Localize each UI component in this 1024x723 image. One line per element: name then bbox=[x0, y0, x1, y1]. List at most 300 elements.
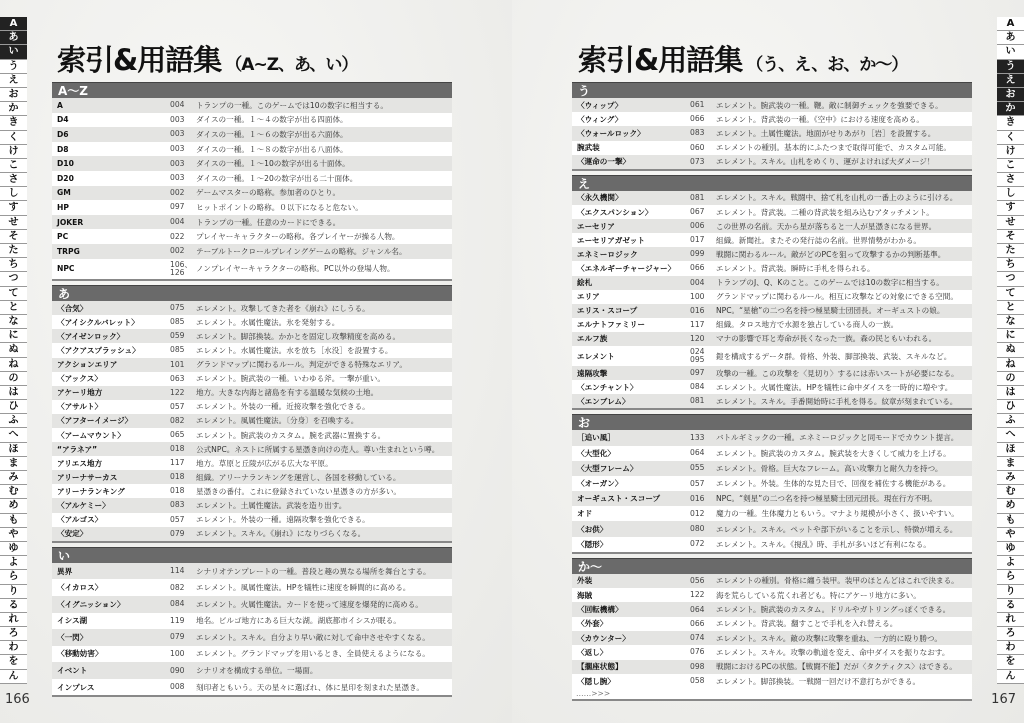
description: ゲームマスターの略称。参加者のひとり。 bbox=[196, 188, 341, 198]
index-tab[interactable]: ふ bbox=[0, 414, 27, 428]
description: エレメント。腕武装のカスタム。腕武装を大きくして威力を上げる。 bbox=[716, 448, 951, 458]
description: 地方。大きな内海と諸島を有する温暖な気候の土地。 bbox=[196, 388, 379, 398]
term: 〈アルケミー〉 bbox=[57, 500, 110, 510]
description: エレメント。腕武装のカスタム。ドリルやガトリングっぽくできる。 bbox=[716, 605, 951, 615]
title-text: 索引&用語集 bbox=[578, 43, 743, 77]
index-tab[interactable]: ほ bbox=[997, 443, 1024, 457]
description: エレメント。脚部換装。かかとを固定し攻撃精度を高める。 bbox=[196, 331, 401, 341]
table-row bbox=[52, 513, 452, 527]
description: エレメント。背武装の一種。《空中》における速度を高める。 bbox=[716, 114, 924, 124]
index-tab[interactable]: へ bbox=[0, 428, 27, 442]
term: オーギュスト・スコープ bbox=[577, 494, 661, 504]
table-row bbox=[52, 156, 452, 171]
index-tab[interactable]: ふ bbox=[997, 414, 1024, 428]
description: ダイスの一種。１～10の数字が出る十面体。 bbox=[196, 159, 350, 169]
index-tab[interactable]: た bbox=[0, 244, 27, 258]
index-tab[interactable]: ろ bbox=[997, 627, 1024, 641]
page-ref: 119 bbox=[170, 615, 185, 625]
index-tab[interactable]: も bbox=[0, 514, 27, 528]
index-tab[interactable]: た bbox=[997, 244, 1024, 258]
description: エレメント。スキル。《崩れ》になりづらくなる。 bbox=[196, 529, 366, 539]
term: エリス・スコープ bbox=[577, 306, 638, 316]
description: ノンプレイヤーキャラクターの略称。PC以外の登場人物。 bbox=[196, 264, 395, 274]
page-ref: 066 bbox=[690, 618, 705, 628]
term: 〈アイシクルバレット〉 bbox=[57, 317, 139, 327]
description: エレメント。骨格。巨大なフレーム。高い攻撃力と耐久力を持つ。 bbox=[716, 463, 943, 473]
index-tab[interactable]: ほ bbox=[0, 443, 27, 457]
description: エレメント。スキル。ペットや部下がいることを示し、特徴が増える。 bbox=[716, 524, 958, 534]
term: PC bbox=[57, 232, 69, 242]
index-tab[interactable]: ゆ bbox=[0, 542, 27, 556]
index-tab[interactable]: し bbox=[997, 187, 1024, 201]
description: エレメント。スキル。山札をめくり、運がよければ大ダメージ！ bbox=[716, 157, 935, 167]
description: エレメント。スキル。《撹乱》時、手札が多いほど有利になる。 bbox=[716, 539, 931, 549]
index-tab[interactable]: む bbox=[997, 485, 1024, 499]
index-tab[interactable]: や bbox=[997, 528, 1024, 542]
description: ダイスの一種。１～８の数字が出る八面体。 bbox=[196, 144, 348, 154]
page-ref: 083 bbox=[170, 500, 185, 510]
table-row bbox=[572, 394, 972, 408]
table-row bbox=[52, 456, 452, 470]
table-row bbox=[572, 346, 972, 366]
description: エレメント。水属性魔法。氷を発射する。 bbox=[196, 317, 340, 327]
table-row bbox=[572, 219, 972, 233]
description: エレメントの種別。基本的にふたつまで取得可能で、カスタム可能。 bbox=[716, 143, 952, 153]
description: バトルギミックの一種。エネミーロジックと同モードでカウント提言。 bbox=[716, 433, 959, 443]
page-ref: 067 bbox=[690, 207, 705, 217]
index-tab[interactable]: よ bbox=[997, 556, 1024, 570]
index-tab[interactable]: ん bbox=[997, 670, 1024, 684]
table-row bbox=[572, 660, 972, 674]
page-ref: 098 bbox=[690, 661, 705, 671]
table-row bbox=[52, 442, 452, 456]
table-row bbox=[52, 98, 452, 113]
index-tab[interactable]: き bbox=[0, 116, 27, 130]
term: インプレス bbox=[57, 682, 95, 692]
term: アリエス地方 bbox=[57, 458, 103, 468]
term: エレメント bbox=[577, 351, 615, 361]
table-row bbox=[572, 602, 972, 616]
page-ref: 003 bbox=[170, 158, 185, 168]
term: 〈アルゴス〉 bbox=[57, 515, 103, 525]
page-title-left bbox=[57, 38, 357, 79]
description: エレメント。スキル。手番開始時に手札を得る。紋章が刻まれている。 bbox=[716, 396, 958, 406]
page-ref: 090 bbox=[170, 665, 185, 675]
page-ref: 081 bbox=[690, 192, 705, 202]
index-tab[interactable]: て bbox=[997, 287, 1024, 301]
index-tab[interactable]: き bbox=[997, 116, 1024, 130]
page-ref: 003 bbox=[170, 173, 185, 183]
table-row bbox=[572, 645, 972, 659]
page-ref: 066 bbox=[690, 114, 705, 124]
page-ref: 022 bbox=[170, 231, 185, 241]
index-tab[interactable]: け bbox=[997, 145, 1024, 159]
page-ref: 003 bbox=[170, 114, 185, 124]
index-tab[interactable]: ら bbox=[997, 570, 1024, 584]
table-row bbox=[52, 596, 452, 613]
index-tabs-left bbox=[0, 17, 27, 684]
right-page bbox=[512, 0, 1024, 723]
page-ref: 122 bbox=[690, 590, 705, 600]
index-tab[interactable]: お bbox=[0, 88, 27, 102]
term: 〈ウィング〉 bbox=[577, 114, 623, 124]
index-tab[interactable]: の bbox=[997, 372, 1024, 386]
term: 〈大型化〉 bbox=[577, 448, 615, 458]
glossary-section bbox=[572, 558, 972, 701]
description: エレメント。風属性魔法。〔分身〕を召喚する。 bbox=[196, 416, 359, 426]
table-row bbox=[572, 430, 972, 445]
index-tab[interactable]: そ bbox=[0, 230, 27, 244]
table-row bbox=[52, 579, 452, 596]
index-tab[interactable]: せ bbox=[0, 216, 27, 230]
page-ref: 006 bbox=[690, 221, 705, 231]
description: エレメント。グランドマップを用いるとき、全員使えるようになる。 bbox=[196, 649, 430, 659]
index-tab[interactable]: け bbox=[0, 145, 27, 159]
index-tab[interactable]: い bbox=[0, 45, 27, 59]
description: 攻撃の一種。この攻撃を〈見切り〉するには赤いスートが必要になる。 bbox=[716, 368, 959, 378]
term: 海賊 bbox=[577, 590, 593, 600]
index-tab[interactable]: A bbox=[0, 17, 27, 31]
page-ref: 056 bbox=[690, 575, 705, 585]
term: 〈エンブレム〉 bbox=[577, 396, 630, 406]
description: テーブルトークロールプレイングゲームの略称。ジャンル名。 bbox=[196, 246, 407, 256]
title-subtitle: （う、え、お、か～） bbox=[746, 55, 908, 75]
page-ref: 012 bbox=[690, 508, 705, 518]
term: D10 bbox=[57, 159, 74, 169]
table-row bbox=[572, 205, 972, 219]
description: トランプのJ、Q、Kのこと。このゲームでは10の数字に相当する。 bbox=[716, 278, 944, 288]
page-ref: 061 bbox=[690, 100, 705, 110]
description: エレメント。外装の一種。遠隔攻撃を強化できる。 bbox=[196, 515, 370, 525]
description: グランドマップに関わるルール。相互に攻撃などの対象にできる空間。 bbox=[716, 292, 958, 302]
index-tab[interactable]: A bbox=[997, 17, 1024, 31]
index-tab[interactable]: お bbox=[997, 88, 1024, 102]
index-tab[interactable]: み bbox=[0, 471, 27, 485]
page-title-right bbox=[578, 38, 907, 79]
index-tab[interactable]: う bbox=[997, 60, 1024, 74]
glossary-table-left bbox=[52, 82, 452, 701]
index-tab[interactable]: な bbox=[997, 315, 1024, 329]
page-ref: 117 bbox=[170, 458, 185, 468]
term: アリーナサーカス bbox=[57, 472, 118, 482]
index-tab[interactable]: る bbox=[0, 599, 27, 613]
section-header: う bbox=[572, 82, 972, 98]
page-ref: 002 bbox=[170, 187, 185, 197]
index-tab[interactable]: の bbox=[0, 372, 27, 386]
table-row bbox=[572, 247, 972, 261]
index-tab[interactable]: く bbox=[997, 131, 1024, 145]
index-tab[interactable]: よ bbox=[0, 556, 27, 570]
page-ref: 085 bbox=[170, 345, 185, 355]
description: 戦闘におけるPCの状態。【戦闘不能】だが〈タクティクス〉はできる。 bbox=[716, 662, 957, 672]
description: エレメント。風属性魔法。HPを犠牲に速度を瞬間的に高める。 bbox=[196, 583, 411, 593]
page-ref: 133 bbox=[690, 432, 705, 442]
page-ref: 004 bbox=[170, 217, 185, 227]
page-ref: 004 bbox=[690, 277, 705, 287]
index-tab[interactable]: と bbox=[997, 301, 1024, 315]
table-row bbox=[52, 428, 452, 442]
index-tab[interactable]: い bbox=[997, 45, 1024, 59]
description: エレメント。水属性魔法。水を放ち［水没］を設置する。 bbox=[196, 345, 393, 355]
term: 〈安定〉 bbox=[57, 529, 88, 539]
description: エレメント。腕武装の一種。いわゆる斧。一撃が重い。 bbox=[196, 374, 385, 384]
description: エレメント。腕武装の一種。鞭。敵に制御チェックを強要できる。 bbox=[716, 100, 943, 110]
term: 〈一閃〉 bbox=[57, 632, 88, 642]
table-row bbox=[572, 588, 972, 602]
description: 公式NPC。ネストに所属する星憑き向けの売人。尊い生まれという噂。 bbox=[196, 444, 440, 454]
index-tab[interactable]: ぬ bbox=[0, 343, 27, 357]
index-tab[interactable]: る bbox=[997, 599, 1024, 613]
index-tab[interactable]: も bbox=[997, 514, 1024, 528]
table-row bbox=[52, 171, 452, 186]
page-ref: 084 bbox=[170, 599, 185, 609]
index-tab[interactable]: と bbox=[0, 301, 27, 315]
page-ref: 080 bbox=[690, 524, 705, 534]
index-tab[interactable]: な bbox=[0, 315, 27, 329]
glossary-table-right bbox=[572, 82, 972, 705]
index-tab[interactable]: は bbox=[997, 386, 1024, 400]
page-ref: 082 bbox=[170, 415, 185, 425]
term: アケーリ地方 bbox=[57, 388, 103, 398]
term: HP bbox=[57, 202, 69, 212]
page-ref: 003 bbox=[170, 144, 185, 154]
glossary-section bbox=[52, 82, 452, 281]
index-tab[interactable]: え bbox=[0, 74, 27, 88]
table-row bbox=[52, 484, 452, 498]
page-ref: 100 bbox=[690, 291, 705, 301]
table-row bbox=[572, 574, 972, 588]
table-row bbox=[572, 506, 972, 521]
index-tab[interactable]: ひ bbox=[997, 400, 1024, 414]
table-row bbox=[52, 646, 452, 663]
page-ref: 117 bbox=[690, 319, 705, 329]
page-ref: 076 bbox=[690, 647, 705, 657]
term: 〈エクスパンション〉 bbox=[577, 207, 653, 217]
index-tab[interactable]: さ bbox=[0, 173, 27, 187]
title-subtitle: （A~Z、あ、い） bbox=[225, 55, 358, 75]
continued-marker: ……>>> bbox=[572, 688, 972, 699]
index-tab[interactable]: に bbox=[0, 329, 27, 343]
page-ref: 064 bbox=[690, 604, 705, 614]
page-ref: 059 bbox=[170, 331, 185, 341]
index-tab[interactable]: や bbox=[0, 528, 27, 542]
index-tab[interactable]: ま bbox=[997, 457, 1024, 471]
term: 〈イカロス〉 bbox=[57, 583, 103, 593]
index-tab[interactable]: に bbox=[997, 329, 1024, 343]
index-tab[interactable]: か bbox=[997, 102, 1024, 116]
term: エリア bbox=[577, 292, 600, 302]
index-tab[interactable]: ま bbox=[0, 457, 27, 471]
description: エレメント。土属性魔法。武装を造り出す。 bbox=[196, 500, 347, 510]
index-tab[interactable]: あ bbox=[997, 31, 1024, 45]
index-tab[interactable]: す bbox=[997, 201, 1024, 215]
table-row bbox=[572, 461, 972, 476]
table-row bbox=[572, 446, 972, 461]
page-ref: 017 bbox=[690, 235, 705, 245]
index-tab[interactable]: り bbox=[997, 585, 1024, 599]
description: 地方。草原と丘陵が広がる広大な平原。 bbox=[196, 458, 333, 468]
section-header: お bbox=[572, 414, 972, 430]
index-tab[interactable]: つ bbox=[997, 272, 1024, 286]
table-row bbox=[52, 329, 452, 343]
index-tab[interactable]: つ bbox=[0, 272, 27, 286]
term: D4 bbox=[57, 115, 69, 125]
index-tab[interactable]: わ bbox=[0, 641, 27, 655]
term: 〈合気〉 bbox=[57, 303, 88, 313]
index-tab[interactable]: は bbox=[0, 386, 27, 400]
page-ref: 101 bbox=[170, 359, 185, 369]
index-tab[interactable]: て bbox=[0, 287, 27, 301]
description: この世界の名前。天から星が落ちると一人が星憑きになる世界。 bbox=[716, 221, 937, 231]
term: A bbox=[57, 100, 63, 110]
table-row bbox=[52, 315, 452, 329]
index-tab[interactable]: れ bbox=[0, 613, 27, 627]
description: ヒットポイントの略称。０以下になると危ない。 bbox=[196, 202, 363, 212]
page-ref: 002 bbox=[170, 246, 185, 256]
section-header: か～ bbox=[572, 558, 972, 574]
index-tab[interactable]: ね bbox=[997, 358, 1024, 372]
table-row bbox=[572, 332, 972, 346]
table-row bbox=[52, 301, 452, 315]
term: 〈アサルト〉 bbox=[57, 402, 103, 412]
term: NPC bbox=[57, 264, 75, 274]
index-tab[interactable]: ん bbox=[0, 670, 27, 684]
table-row bbox=[572, 141, 972, 155]
term: アクションエリア bbox=[57, 360, 118, 370]
index-tab[interactable]: み bbox=[997, 471, 1024, 485]
term: 〈アイゼンロック〉 bbox=[57, 331, 125, 341]
index-tab[interactable]: め bbox=[0, 499, 27, 513]
index-tab[interactable]: す bbox=[0, 201, 27, 215]
index-tab[interactable]: へ bbox=[997, 428, 1024, 442]
table-row bbox=[572, 191, 972, 205]
table-row bbox=[572, 155, 972, 169]
term: 〈運命の一撃〉 bbox=[577, 157, 631, 167]
description: トランプの一種。任意のカードにできる。 bbox=[196, 217, 341, 227]
page-ref: 081 bbox=[690, 396, 705, 406]
description: エレメント。火属性魔法。カードを使って速度を爆発的に高める。 bbox=[196, 599, 423, 609]
term: 絵札 bbox=[577, 278, 593, 288]
index-tab[interactable]: り bbox=[0, 585, 27, 599]
table-row bbox=[572, 617, 972, 631]
table-row bbox=[572, 674, 972, 688]
page-ref: 057 bbox=[690, 478, 705, 488]
table-row bbox=[52, 563, 452, 580]
index-tab[interactable]: ね bbox=[0, 358, 27, 372]
term: D8 bbox=[57, 144, 69, 154]
term: オド bbox=[577, 509, 593, 519]
index-tab[interactable]: わ bbox=[997, 641, 1024, 655]
index-tab[interactable]: ひ bbox=[0, 400, 27, 414]
page-ref: 075 bbox=[170, 303, 185, 313]
index-tab[interactable]: か bbox=[0, 102, 27, 116]
index-tab[interactable]: う bbox=[0, 60, 27, 74]
term: 腕武装 bbox=[577, 143, 600, 153]
page-ref: 066 bbox=[690, 263, 705, 273]
table-row bbox=[52, 259, 452, 280]
page-ref: 008 bbox=[170, 682, 185, 692]
term: 〈アームマウント〉 bbox=[57, 430, 125, 440]
term: エーセリアガゼット bbox=[577, 235, 645, 245]
description: NPC。“星槍”の二つ名を持つ極星騎士団団長。オーギュストの娘。 bbox=[716, 306, 945, 316]
index-tab[interactable]: し bbox=[0, 187, 27, 201]
index-tab[interactable]: ろ bbox=[0, 627, 27, 641]
description: エレメント。スキル。自分より早い敵に対して命中させやすくなる。 bbox=[196, 632, 430, 642]
description: エレメントの種別。骨格に纏う装甲。装甲のほとんどはこれで決まる。 bbox=[716, 576, 959, 586]
page-ref: 016 bbox=[690, 493, 705, 503]
index-tab[interactable]: を bbox=[0, 655, 27, 669]
index-tab[interactable]: め bbox=[997, 499, 1024, 513]
term: 〈外套〉 bbox=[577, 619, 608, 629]
term: 〈お供〉 bbox=[577, 524, 608, 534]
description: NPC。“剣星”の二つ名を持つ極星騎士団元団長。現在行方不明。 bbox=[716, 494, 937, 504]
index-tab[interactable]: ち bbox=[997, 258, 1024, 272]
index-tab[interactable]: せ bbox=[997, 216, 1024, 230]
index-tab[interactable]: あ bbox=[0, 31, 27, 45]
table-row bbox=[52, 244, 452, 259]
page-ref: 016 bbox=[690, 305, 705, 315]
table-row bbox=[572, 491, 972, 506]
index-tab[interactable]: さ bbox=[997, 173, 1024, 187]
page-ref: 082 bbox=[170, 582, 185, 592]
index-tab[interactable]: ぬ bbox=[997, 343, 1024, 357]
page-ref: 100 bbox=[170, 648, 185, 658]
term: エルナトファミリー bbox=[577, 320, 645, 330]
index-tab[interactable]: を bbox=[997, 655, 1024, 669]
table-row bbox=[572, 366, 972, 380]
term: 〈ウォールロック〉 bbox=[577, 128, 645, 138]
table-row bbox=[572, 380, 972, 394]
index-tab[interactable]: ち bbox=[0, 258, 27, 272]
page-ref: 057 bbox=[170, 514, 185, 524]
term: 〈アフターイメージ〉 bbox=[57, 416, 133, 426]
term: 遠隔攻撃 bbox=[577, 368, 608, 378]
index-tab[interactable]: む bbox=[0, 485, 27, 499]
index-tab[interactable]: く bbox=[0, 131, 27, 145]
table-row bbox=[572, 126, 972, 140]
index-tab[interactable]: え bbox=[997, 74, 1024, 88]
term: イシス湖 bbox=[57, 616, 88, 626]
index-tab[interactable]: こ bbox=[0, 159, 27, 173]
index-tab[interactable]: こ bbox=[997, 159, 1024, 173]
table-row bbox=[572, 261, 972, 275]
index-tab[interactable]: れ bbox=[997, 613, 1024, 627]
table-row bbox=[52, 113, 452, 128]
description: エレメント。外装の一種。近接攻撃を強化できる。 bbox=[196, 402, 370, 412]
index-tab[interactable]: ら bbox=[0, 570, 27, 584]
title-text: 索引&用語集 bbox=[57, 43, 222, 77]
section-header: い bbox=[52, 547, 452, 563]
section-header: あ bbox=[52, 285, 452, 301]
page-ref: 072 bbox=[690, 539, 705, 549]
term: アリーナランキング bbox=[57, 486, 125, 496]
description: ダイスの一種。１～６の数字が出る六面体。 bbox=[196, 129, 348, 139]
table-row bbox=[52, 679, 452, 696]
term: 〈アックス〉 bbox=[57, 374, 102, 384]
term: エーセリア bbox=[577, 221, 615, 231]
page-ref: 058 bbox=[690, 676, 705, 686]
description: プレイヤーキャラクターの略称。各プレイヤーが操る人物。 bbox=[196, 232, 400, 242]
description: 地名。ビルゴ地方にある巨大な湖。湖底都市イシスが眠る。 bbox=[196, 616, 401, 626]
term: 〈隠し腕〉 bbox=[577, 676, 615, 686]
term: エネミーロジック bbox=[577, 249, 638, 259]
table-row bbox=[572, 233, 972, 247]
index-tab[interactable]: ゆ bbox=[997, 542, 1024, 556]
description: エレメント。スキル。敵の攻撃に攻撃を重ね、一方的に殴り勝つ。 bbox=[716, 633, 942, 643]
term: JOKER bbox=[57, 217, 84, 227]
glossary-section bbox=[572, 175, 972, 410]
index-tab[interactable]: そ bbox=[997, 230, 1024, 244]
